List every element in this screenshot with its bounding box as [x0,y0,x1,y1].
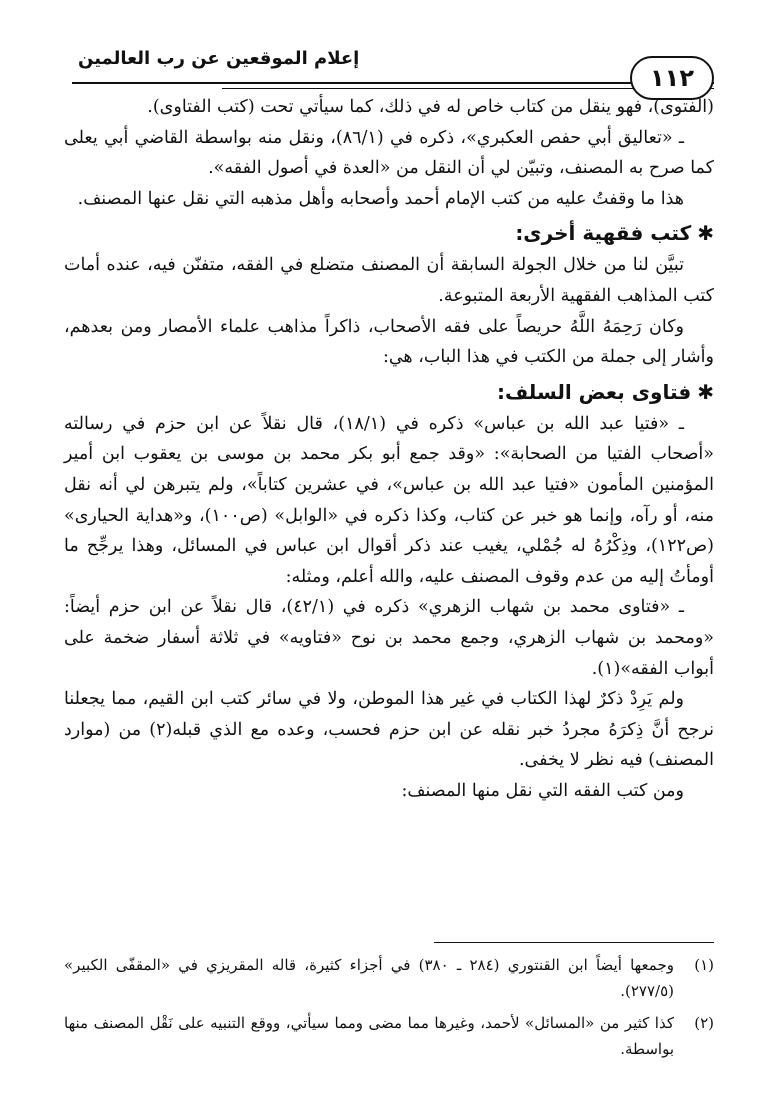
paragraph: ومن كتب الفقه التي نقل منها المصنف: [401,780,684,801]
page-header [72,44,714,92]
footnote-number: (٢) [694,1014,714,1032]
paragraph: ـ «فتاوى محمد بن شهاب الزهري» ذكره في (٤٢/١)، قال نقلاً عن ابن حزم أيضاً: «ومحمد بن شهاب الزهري، وجمع محمد بن نوح «فتاويه» في ثلاثة أسفار ضخمة على أبواب الفقه»(١). [64,597,714,679]
paragraph: (الفتوى)، فهو ينقل من كتاب خاص له في ذلك، كما سيأتي تحت (كتب الفتاوى). [147,97,714,117]
asterisk-icon: ✱ [697,379,714,404]
footnote [64,1010,714,1062]
paragraph: ـ «تعاليق أبي حفص العكبري»، ذكره في (٨٦/١)، ونقل منه بواسطة القاضي أبي يعلى كما صرح به المصنف، وتبيّن لي أن النقل من «العدة في أصول الفقه». [64,127,714,179]
footnotes [64,952,714,1068]
section-heading [64,216,714,250]
main-text [64,92,714,806]
running-title: إعلام الموقعين عن رب العالمين [78,48,360,69]
footnote-text: كذا كثير من «المسائل» لأحمد، وغيرها مما مضى ومما سيأتي، ووقع التنبيه على نَقْل المصنف منها بواسطة. [64,1014,674,1058]
footnote [64,952,714,1004]
footnote-separator [434,942,714,943]
footnote-number: (١) [694,956,714,974]
heading-text: كتب فقهية أخرى: [515,221,692,246]
paragraph: ـ «فتيا عبد الله بن عباس» ذكره في (١٨/١)، قال نقلاً عن ابن حزم في رسالته «أصحاب الفتيا من الصحابة»: «وقد جمع أبو بكر محمد بن موسى بن يعقوب ابن أمير المؤمنين المأمون «فتيا عبد الله بن عباس»، في عشرين كتاباً»، ولم يتبرهن لي أنه نقل منه، أو رآه، وإنما هو خبر عن كتاب، وكذا ذكره في «الوابل» (ص١٠٠)، و«هداية الحيارى» (ص١٢٢)، وذِكْرُهُ له جُمْلي، يغيب عند ذكر أقوال ابن عباس في المسائل، وهذا يرجِّح ما أومأتُ إليه من عدم وقوف المصنف عليه، والله أعلم، ومثله: [64,413,715,587]
paragraph: وكان رَحِمَهُ اللَّهُ حريصاً على فقه الأصحاب، ذاكراً مذاهب علماء الأمصار ومن بعدهم، وأشار إلى جملة من الكتب في هذا الباب، هي: [64,316,714,368]
footnote-text: وجمعها أيضاً ابن القنتوري (٢٨٤ ـ ٣٨٠) في أجزاء كثيرة، قاله المقريزي في «المقفّى الكبير» (٢٧٧/٥). [64,956,674,1000]
page-number: ١١٢ [630,56,714,100]
paragraph: هذا ما وقفتُ عليه من كتب الإمام أحمد وأصحابه وأهل مذهبه التي نقل عنها المصنف. [77,188,684,209]
paragraph: ولم يَرِدْ ذكرٌ لهذا الكتاب في غير هذا الموطن، ولا في سائر كتب ابن القيم، مما يجعلنا نرجح أنَّ ذِكرَهُ مجردُ خبر نقله عن ابن حزم فحسب، وعده مع الذي قبله(٢) من (موارد المصنف) فيه نظر لا يخفى. [64,689,714,771]
paragraph: تبيَّن لنا من خلال الجولة السابقة أن المصنف متضلع في الفقه، متفنّن فيه، عنده أمات كتب المذاهب الفقهية الأربعة المتبوعة. [64,255,714,306]
section-heading [64,375,714,409]
heading-text: فتاوى بعض السلف: [496,379,692,404]
header-rule [72,82,714,84]
asterisk-icon: ✱ [697,221,714,246]
